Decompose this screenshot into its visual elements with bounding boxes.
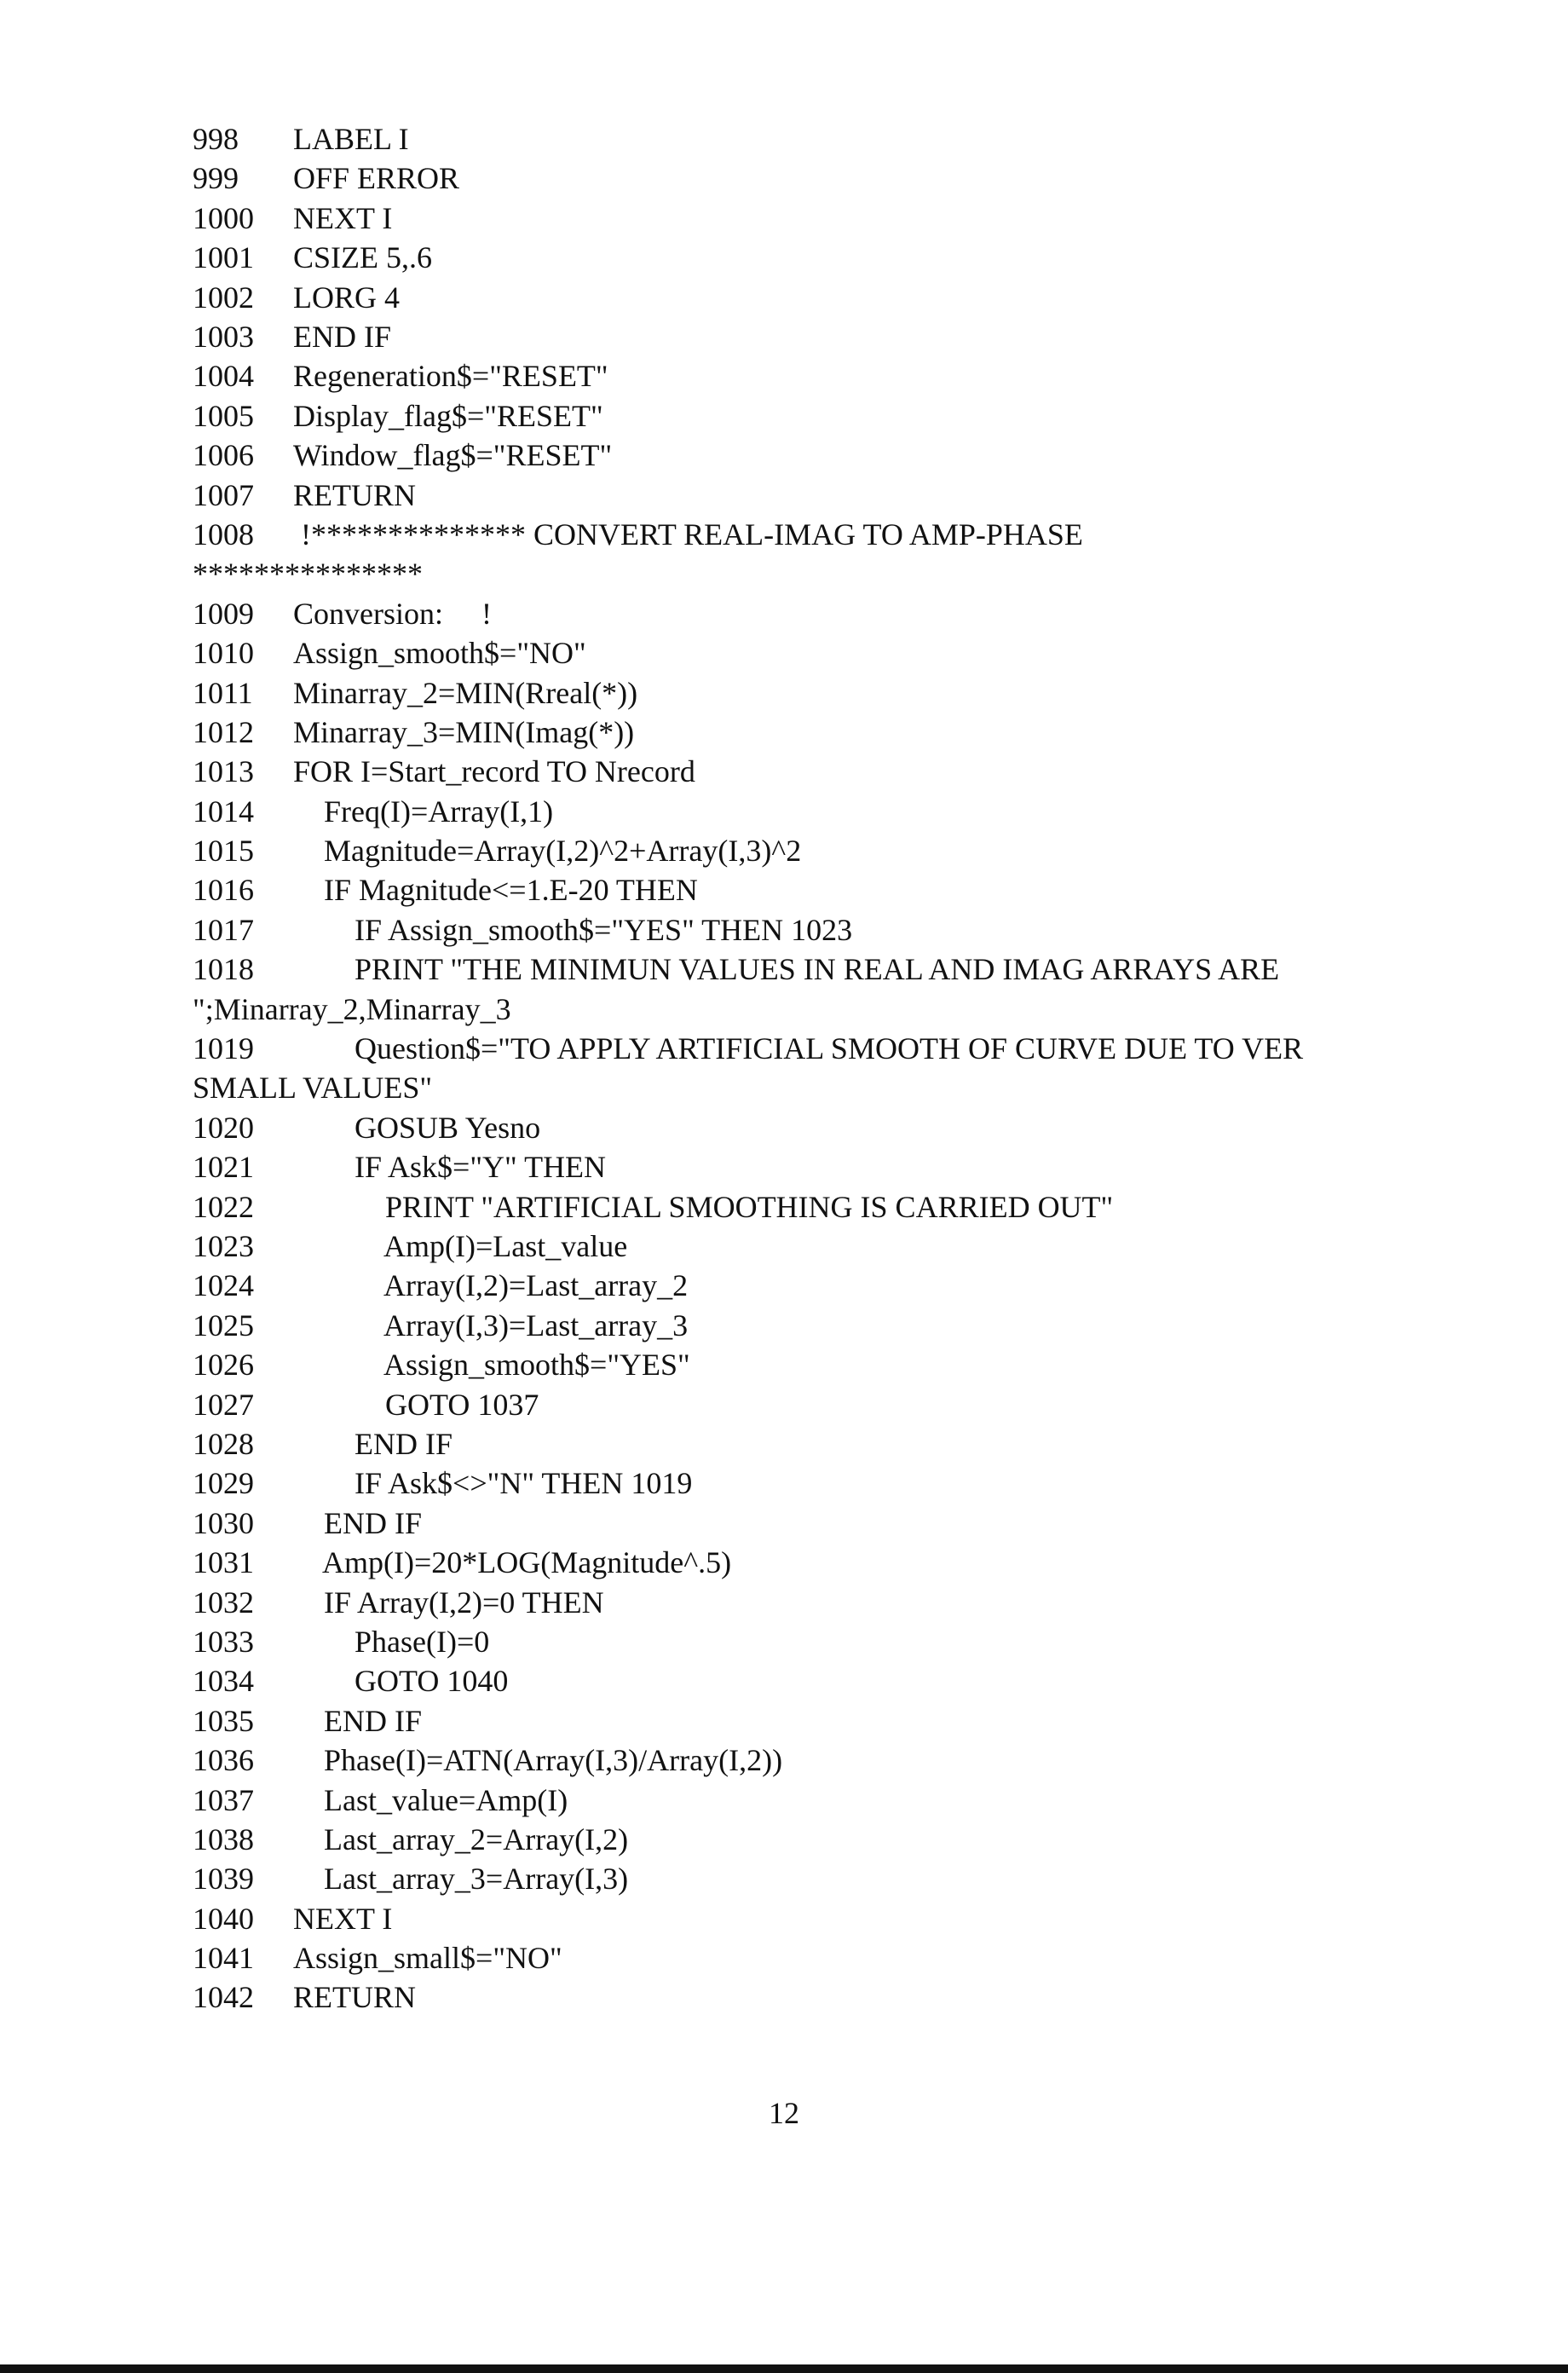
code-line: [193, 1306, 1488, 1345]
line-code: Last_array_3=Array(I,3): [293, 1862, 629, 1897]
line-number: 1008: [193, 517, 254, 551]
line-number: 1033: [193, 1624, 254, 1659]
line-code: PRINT "ARTIFICIAL SMOOTHING IS CARRIED OUT": [293, 1189, 1114, 1224]
line-number: 1030: [193, 1505, 254, 1540]
line-code: Regeneration$="RESET": [293, 359, 608, 394]
code-line: [193, 1701, 1488, 1741]
line-code: LORG 4: [293, 280, 400, 315]
line-number: 1013: [193, 754, 254, 789]
line-number: 1014: [193, 794, 254, 829]
code-line: [193, 238, 1488, 277]
line-code: Assign_small$="NO": [293, 1941, 562, 1976]
code-line: [193, 1781, 1488, 1820]
line-number: 1015: [193, 834, 254, 869]
line-continuation: ***************: [193, 557, 423, 592]
bottom-border: [0, 2364, 1568, 2373]
line-number: 1025: [193, 1308, 254, 1342]
line-code: !************** CONVERT REAL-IMAG TO AMP-PHASE: [293, 517, 1083, 551]
line-number: 1023: [193, 1229, 254, 1264]
code-line: [193, 515, 1488, 594]
line-number: 1037: [193, 1782, 254, 1817]
line-number: 1039: [193, 1862, 254, 1897]
line-number: 1035: [193, 1703, 254, 1738]
code-line: [193, 1661, 1488, 1700]
code-line: [193, 1187, 1488, 1227]
code-listing: [193, 119, 1488, 2018]
line-number: 1041: [193, 1941, 254, 1976]
line-code: LABEL I: [293, 122, 409, 156]
code-line: [193, 1820, 1488, 1859]
code-line: [193, 1741, 1488, 1780]
code-line: [193, 159, 1488, 198]
line-number: 998: [193, 122, 239, 156]
line-number: 1009: [193, 596, 254, 631]
line-number: 1019: [193, 1031, 254, 1066]
code-line: [193, 752, 1488, 791]
line-code: Last_array_2=Array(I,2): [293, 1822, 629, 1856]
line-number: 1040: [193, 1901, 254, 1936]
line-number: 1032: [193, 1585, 254, 1620]
code-line: [193, 950, 1488, 1029]
code-line: [193, 792, 1488, 831]
line-code: GOTO 1040: [293, 1664, 509, 1699]
code-line: [193, 356, 1488, 396]
line-code: GOTO 1037: [293, 1387, 539, 1422]
code-line: [193, 910, 1488, 950]
line-number: 1003: [193, 319, 254, 354]
code-line: [193, 1266, 1488, 1305]
line-number: 1007: [193, 477, 254, 512]
line-code: Array(I,3)=Last_array_3: [293, 1308, 689, 1342]
line-number: 1011: [193, 675, 253, 710]
code-line: [193, 199, 1488, 238]
code-line: [193, 1227, 1488, 1266]
line-code: IF Ask$<>"N" THEN 1019: [293, 1466, 693, 1501]
code-line: [193, 633, 1488, 673]
code-line: [193, 1583, 1488, 1622]
line-code: Phase(I)=ATN(Array(I,3)/Array(I,2)): [293, 1743, 783, 1778]
code-line: [193, 1424, 1488, 1464]
code-line: [193, 1938, 1488, 1978]
line-code: CSIZE 5,.6: [293, 240, 433, 275]
line-code: NEXT I: [293, 200, 393, 235]
code-line: [193, 594, 1488, 633]
code-line: [193, 396, 1488, 436]
line-continuation: ";Minarray_2,Minarray_3: [193, 991, 511, 1026]
code-line: [193, 436, 1488, 475]
code-line: [193, 1543, 1488, 1582]
line-code: FOR I=Start_record TO Nrecord: [293, 754, 695, 789]
code-line: [193, 1108, 1488, 1147]
line-code: Question$="TO APPLY ARTIFICIAL SMOOTH OF CURVE DUE TO VER: [293, 1031, 1304, 1066]
line-number: 1006: [193, 438, 254, 473]
line-number: 1016: [193, 873, 254, 908]
code-line: [193, 1464, 1488, 1503]
line-code: Conversion: !: [293, 596, 492, 631]
line-number: 1026: [193, 1348, 254, 1383]
line-code: RETURN: [293, 477, 416, 512]
line-code: NEXT I: [293, 1901, 393, 1936]
line-code: Last_value=Amp(I): [293, 1782, 568, 1817]
line-code: END IF: [293, 1426, 453, 1461]
code-line: [193, 317, 1488, 356]
line-code: PRINT "THE MINIMUN VALUES IN REAL AND IMAG ARRAYS ARE: [293, 952, 1280, 987]
line-code: Phase(I)=0: [293, 1624, 490, 1659]
line-code: Freq(I)=Array(I,1): [293, 794, 554, 829]
code-line: [193, 1859, 1488, 1898]
line-number: 1038: [193, 1822, 254, 1856]
line-number: 999: [193, 161, 239, 196]
code-line: [193, 1385, 1488, 1424]
code-line: [193, 870, 1488, 909]
line-number: 1000: [193, 200, 254, 235]
line-code: Window_flag$="RESET": [293, 438, 613, 473]
line-code: Magnitude=Array(I,2)^2+Array(I,3)^2: [293, 834, 802, 869]
line-continuation: SMALL VALUES": [193, 1071, 433, 1106]
line-code: Display_flag$="RESET": [293, 398, 603, 433]
line-code: END IF: [293, 1703, 422, 1738]
code-line: [193, 1899, 1488, 1938]
line-number: 1005: [193, 398, 254, 433]
line-code: IF Assign_smooth$="YES" THEN 1023: [293, 912, 853, 947]
line-number: 1036: [193, 1743, 254, 1778]
code-line: [193, 476, 1488, 515]
line-number: 1027: [193, 1387, 254, 1422]
line-number: 1034: [193, 1664, 254, 1699]
line-number: 1012: [193, 714, 254, 749]
line-number: 1020: [193, 1110, 254, 1145]
line-code: END IF: [293, 1505, 422, 1540]
code-line: [193, 831, 1488, 870]
line-number: 1024: [193, 1268, 254, 1303]
line-code: Amp(I)=Last_value: [293, 1229, 628, 1264]
page-number: 12: [769, 2096, 799, 2130]
line-code: Amp(I)=20*LOG(Magnitude^.5): [293, 1545, 732, 1580]
line-number: 1021: [193, 1150, 254, 1185]
line-number: 1004: [193, 359, 254, 394]
line-number: 1022: [193, 1189, 254, 1224]
line-code: Assign_smooth$="YES": [293, 1348, 690, 1383]
code-line: [193, 1029, 1488, 1108]
line-code: IF Magnitude<=1.E-20 THEN: [293, 873, 698, 908]
code-line: [193, 713, 1488, 752]
line-number: 1029: [193, 1466, 254, 1501]
code-line: [193, 1504, 1488, 1543]
code-line: [193, 1978, 1488, 2017]
line-number: 1042: [193, 1980, 254, 2015]
line-code: Minarray_3=MIN(Imag(*)): [293, 714, 635, 749]
line-number: 1002: [193, 280, 254, 315]
line-number: 1017: [193, 912, 254, 947]
line-code: GOSUB Yesno: [293, 1110, 541, 1145]
line-code: Array(I,2)=Last_array_2: [293, 1268, 689, 1303]
line-number: 1010: [193, 636, 254, 671]
line-code: END IF: [293, 319, 391, 354]
line-code: OFF ERROR: [293, 161, 460, 196]
line-code: IF Array(I,2)=0 THEN: [293, 1585, 604, 1620]
line-number: 1031: [193, 1545, 254, 1580]
line-code: Minarray_2=MIN(Rreal(*)): [293, 675, 638, 710]
code-line: [193, 1622, 1488, 1661]
code-line: [193, 119, 1488, 159]
line-number: 1018: [193, 952, 254, 987]
line-code: IF Ask$="Y" THEN: [293, 1150, 607, 1185]
line-number: 1028: [193, 1426, 254, 1461]
line-code: Assign_smooth$="NO": [293, 636, 586, 671]
code-line: [193, 673, 1488, 713]
code-line: [193, 1345, 1488, 1384]
code-line: [193, 278, 1488, 317]
line-code: RETURN: [293, 1980, 416, 2015]
line-number: 1001: [193, 240, 254, 275]
code-line: [193, 1147, 1488, 1186]
